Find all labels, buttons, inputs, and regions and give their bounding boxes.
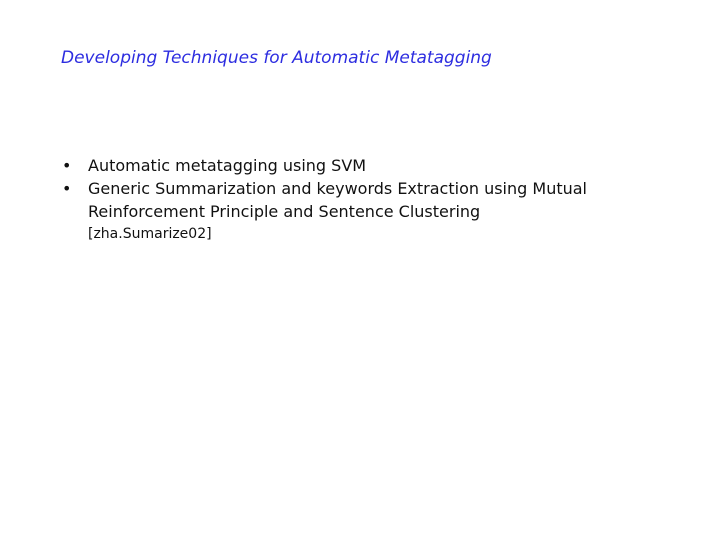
bullet-text: Automatic metatagging using SVM bbox=[88, 156, 367, 175]
citation-reference: [zha.Sumarize02] bbox=[88, 226, 212, 242]
bullet-text: Generic Summarization and keywords Extraction using Mutual Reinforcement Principle and Sentence Clustering bbox=[88, 179, 587, 221]
bullet-item bbox=[62, 154, 682, 177]
slide-title: Developing Techniques for Automatic Metatagging bbox=[61, 48, 492, 68]
bullet-list bbox=[62, 154, 682, 223]
bullet-dot-icon: • bbox=[62, 156, 72, 175]
bullet-item bbox=[62, 177, 682, 223]
bullet-dot-icon: • bbox=[62, 179, 72, 198]
